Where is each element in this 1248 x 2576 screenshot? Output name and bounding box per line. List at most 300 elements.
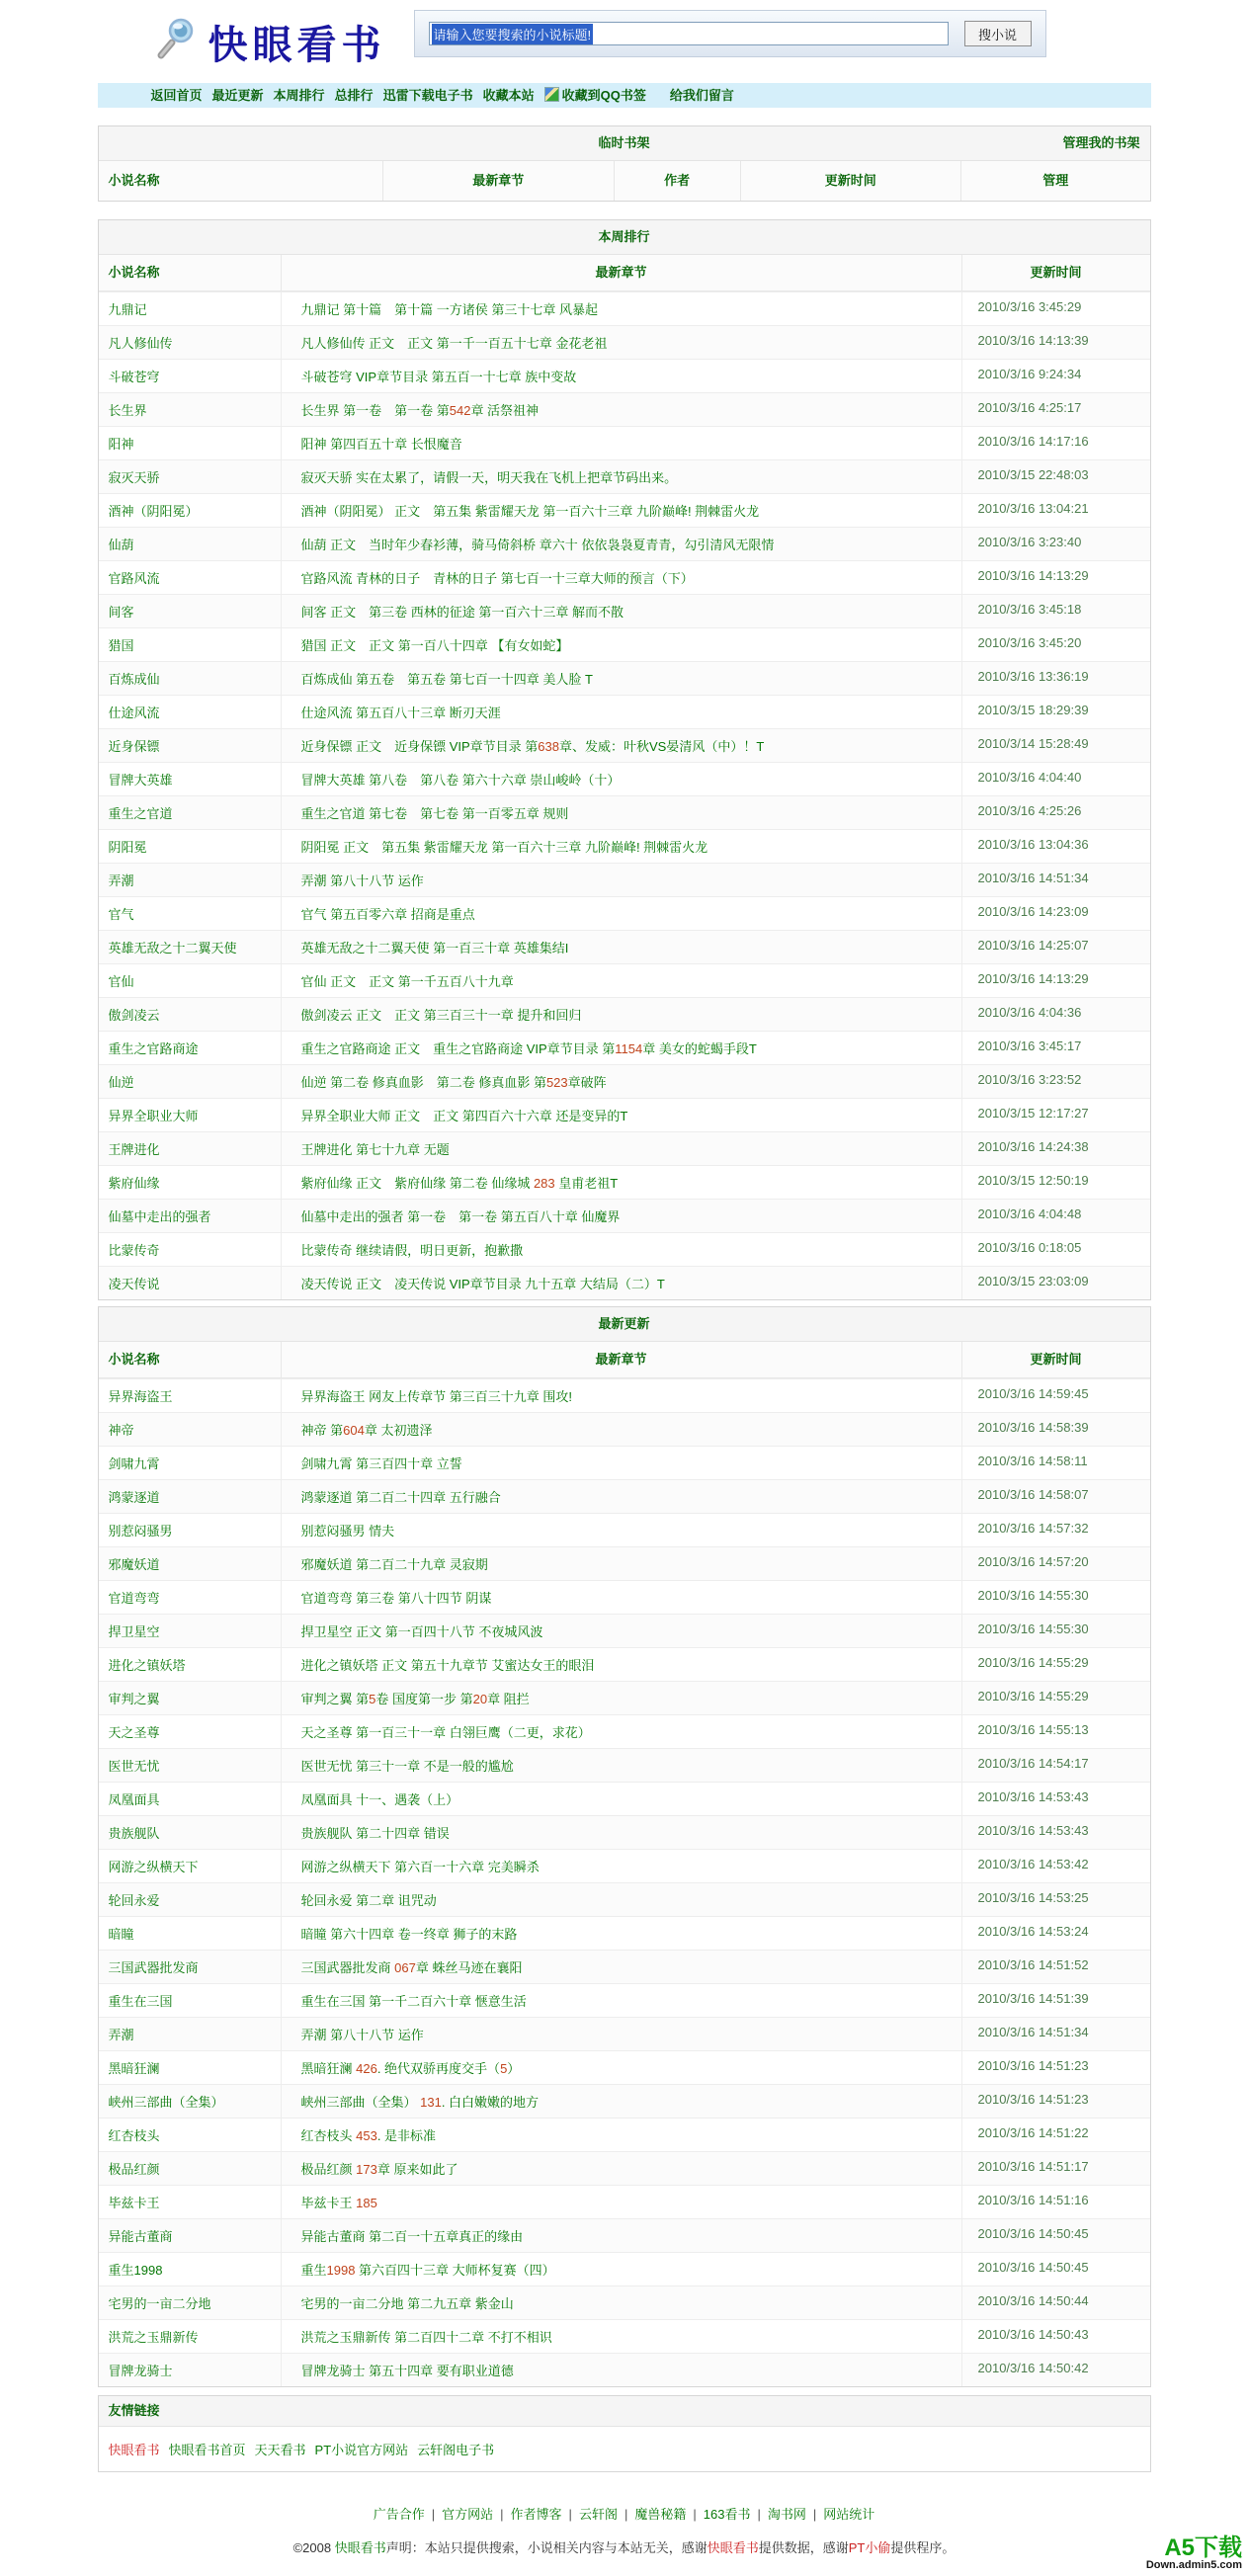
novel-name-link[interactable]: 王牌进化 [108, 1142, 160, 1157]
chapter-link[interactable]: 仙逆 第二卷 修真血影 第二卷 修真血影 第523章破阵 [281, 1065, 962, 1098]
novel-name-link[interactable]: 极品红颜 [108, 2162, 160, 2177]
update-time: 2010/3/16 14:51:52 [977, 1957, 1089, 1972]
update-time: 2010/3/16 3:23:40 [977, 535, 1082, 549]
novel-name-link[interactable]: 进化之镇妖塔 [108, 1658, 186, 1673]
weekly-ranking-title: 本周排行 [598, 229, 650, 244]
update-time: 2010/3/16 14:54:17 [977, 1756, 1089, 1771]
chapter-link[interactable]: 暗瞳 第六十四章 卷一终章 狮子的末路 [281, 1917, 962, 1950]
watermark-logo-text: A5下载 [1164, 2534, 1242, 2562]
table-row [99, 896, 1150, 930]
novel-name-link[interactable]: 官气 [108, 907, 134, 922]
update-time: 2010/3/16 9:24:34 [977, 367, 1082, 381]
chapter-link[interactable]: 医世无忧 第三十一章 不是一般的尴尬 [281, 1749, 962, 1782]
column-header-latest-chapter: 最新章节 [281, 1342, 962, 1377]
update-time: 2010/3/16 14:55:30 [977, 1621, 1089, 1636]
update-time: 2010/3/16 14:53:24 [977, 1924, 1089, 1939]
friend-links-list [99, 2427, 1150, 2471]
bookshelf-title-row [99, 126, 1150, 161]
chapter-link[interactable]: 红杏枝头 453. 是非标准 [281, 2119, 962, 2151]
chapter-link[interactable]: 寂灭天骄 实在太累了，请假一天，明天我在飞机上把章节码出来。 [281, 460, 962, 493]
table-row [99, 1479, 1150, 1513]
footer-link-separator: | [812, 2507, 817, 2522]
novel-name-link[interactable]: 捍卫星空 [108, 1624, 160, 1639]
table-row [99, 1950, 1150, 1983]
table-row [99, 627, 1150, 661]
novel-name-link[interactable]: 仙墓中走出的强者 [108, 1209, 211, 1224]
update-time: 2010/3/16 13:04:21 [977, 501, 1089, 516]
chapter-link[interactable]: 官路风流 青林的日子 青林的日子 第七百一十三章大师的预言（下） [281, 561, 962, 594]
update-time: 2010/3/16 14:53:43 [977, 1789, 1089, 1804]
update-time: 2010/3/16 0:18:05 [977, 1240, 1082, 1255]
chapter-link[interactable]: 异能古董商 第二百一十五章真正的缘由 [281, 2219, 962, 2252]
update-time: 2010/3/16 14:13:29 [977, 971, 1089, 986]
chapter-link[interactable]: 阳神 第四百五十章 长恨魔音 [281, 427, 962, 459]
novel-name-link[interactable]: 重生之官路商途 [108, 1041, 199, 1056]
nav-thunder-download-ebook[interactable]: 迅雷下载电子书 [382, 88, 473, 103]
chapter-link[interactable]: 重生之官道 第七卷 第七卷 第一百零五章 规则 [281, 796, 962, 829]
footer-link-separator: | [568, 2507, 572, 2522]
update-time: 2010/3/15 23:03:09 [977, 1274, 1089, 1288]
novel-name-link[interactable]: 寂灭天骄 [108, 470, 160, 485]
novel-name-link[interactable]: 剑啸九霄 [108, 1456, 160, 1471]
novel-name-link[interactable]: 斗破苍穹 [108, 370, 160, 384]
update-time: 2010/3/16 4:25:17 [977, 400, 1082, 415]
table-row [99, 863, 1150, 896]
table-row [99, 661, 1150, 695]
table-row [99, 1916, 1150, 1950]
novel-name-link[interactable]: 仙逆 [108, 1075, 134, 1090]
update-time: 2010/3/15 12:17:27 [977, 1106, 1089, 1121]
table-row [99, 1714, 1150, 1748]
footer-link-separator: | [757, 2507, 761, 2522]
update-time: 2010/3/16 3:45:17 [977, 1039, 1082, 1053]
table-row [99, 426, 1150, 459]
table-row [99, 1815, 1150, 1849]
chapter-link[interactable]: 凌天传说 正文 凌天传说 VIP章节目录 九十五章 大结局（二）T [281, 1267, 962, 1299]
update-time: 2010/3/16 14:23:09 [977, 904, 1089, 919]
chapter-link[interactable]: 傲剑凌云 正文 正文 第三百三十一章 提升和回归 [281, 998, 962, 1031]
weekly-ranking-section [98, 219, 1151, 1300]
chapter-link[interactable]: 官仙 正文 正文 第一千五百八十九章 [281, 964, 962, 997]
chapter-link[interactable]: 贵族舰队 第二十四章 错误 [281, 1816, 962, 1849]
nav-weekly-ranking[interactable]: 本周排行 [273, 88, 325, 103]
bookshelf-title: 临时书架 [598, 135, 650, 150]
chapter-link[interactable]: 阴阳冕 正文 第五集 紫雷耀天龙 第一百六十三章 九阶巅峰! 荆棘雷火龙 [281, 830, 962, 863]
update-time: 2010/3/16 14:51:17 [977, 2159, 1089, 2174]
novel-name-link[interactable]: 异界海盗王 [108, 1389, 173, 1404]
search-panel [414, 10, 1046, 57]
chapter-link[interactable]: 仙墓中走出的强者 第一卷 第一卷 第五百八十章 仙魔界 [281, 1200, 962, 1232]
chapter-link[interactable]: 重生1998 第六百四十三章 大师杯复赛（四） [281, 2253, 962, 2285]
table-row [99, 1031, 1150, 1064]
column-header-latest-chapter: 最新章节 [382, 161, 614, 201]
novel-name-link[interactable]: 比蒙传奇 [108, 1243, 160, 1258]
chapter-link[interactable]: 轮回永爱 第二章 诅咒动 [281, 1883, 962, 1916]
novel-name-link[interactable]: 审判之翼 [108, 1692, 160, 1706]
update-time: 2010/3/16 14:50:45 [977, 2226, 1089, 2241]
novel-name-link[interactable]: 官仙 [108, 974, 134, 989]
novel-name-link[interactable]: 暗瞳 [108, 1927, 134, 1942]
novel-name-link[interactable]: 凤凰面具 [108, 1792, 160, 1807]
chapter-link[interactable]: 王牌进化 第七十九章 无题 [281, 1132, 962, 1165]
column-header-latest-chapter: 最新章节 [281, 255, 962, 291]
novel-name-link[interactable]: 凌天传说 [108, 1277, 160, 1291]
table-row [99, 829, 1150, 863]
table-row [99, 2218, 1150, 2252]
novel-name-link[interactable]: 九鼎记 [108, 302, 147, 317]
chapter-link[interactable]: 别惹闷骚男 情夫 [281, 1514, 962, 1546]
table-row [99, 1232, 1150, 1266]
table-row [99, 1782, 1150, 1815]
update-time: 2010/3/15 22:48:03 [977, 467, 1089, 482]
novel-name-link[interactable]: 重生1998 [108, 2263, 163, 2278]
chapter-link[interactable]: 弄潮 第八十八节 运作 [281, 2018, 962, 2050]
chapter-link[interactable]: 紫府仙缘 正文 紫府仙缘 第二卷 仙缘城 283 皇甫老祖T [281, 1166, 962, 1199]
column-header-author: 作者 [614, 161, 740, 201]
copyright [98, 2537, 1151, 2556]
novel-name-link[interactable]: 毕兹卡王 [108, 2196, 160, 2210]
chapter-link[interactable]: 九鼎记 第十篇 第十篇 一方诸侯 第三十七章 风暴起 [281, 292, 962, 325]
update-time: 2010/3/16 14:51:34 [977, 871, 1089, 885]
update-time: 2010/3/16 14:25:07 [977, 938, 1089, 953]
novel-name-link[interactable]: 酒神（阴阳冕） [108, 504, 199, 519]
friend-link[interactable]: 快眼看书首页 [168, 2443, 246, 2457]
novel-name-link[interactable]: 百炼成仙 [108, 672, 160, 687]
chapter-link[interactable]: 斗破苍穹 VIP章节目录 第五百一十七章 族中变故 [281, 360, 962, 392]
novel-name-link[interactable]: 近身保镖 [108, 739, 160, 754]
site-logo[interactable] [153, 14, 386, 70]
novel-name-link[interactable]: 宅男的一亩二分地 [108, 2296, 211, 2311]
table-row [99, 695, 1150, 728]
update-time: 2010/3/16 3:45:29 [977, 299, 1082, 314]
novel-name-link[interactable]: 贵族舰队 [108, 1826, 160, 1841]
table-row [99, 2285, 1150, 2319]
update-time: 2010/3/16 14:55:30 [977, 1588, 1089, 1603]
footer-link[interactable]: 163看书 [703, 2507, 751, 2522]
table-row [99, 2151, 1150, 2185]
chapter-link[interactable]: 近身保镖 正文 近身保镖 VIP章节目录 第638章、发威：叶秋VS晏清风（中）！T [281, 729, 962, 762]
update-time: 2010/3/16 14:58:11 [977, 1454, 1088, 1468]
table-row [99, 1647, 1150, 1681]
update-time: 2010/3/16 14:13:29 [977, 568, 1089, 583]
table-row [99, 560, 1150, 594]
latest-rows [99, 1378, 1150, 2386]
weekly-header-row [99, 255, 1150, 291]
chapter-link[interactable]: 异界海盗王 网友上传章节 第三百三十九章 围攻! [281, 1379, 962, 1412]
table-row [99, 1546, 1150, 1580]
novel-name-link[interactable]: 官道弯弯 [108, 1591, 160, 1606]
novel-name-link[interactable]: 轮回永爱 [108, 1893, 160, 1908]
table-row [99, 1266, 1150, 1299]
novel-name-link[interactable]: 重生在三国 [108, 1994, 173, 2009]
content-column [98, 0, 1151, 2556]
novel-name-link[interactable]: 峡州三部曲（全集） [108, 2095, 224, 2110]
latest-updates-title-row [99, 1307, 1150, 1342]
chapter-link[interactable]: 比蒙传奇 继续请假，明日更新，抱歉撒 [281, 1233, 962, 1266]
weekly-rows [99, 291, 1150, 1299]
chapter-link[interactable]: 三国武器批发商 067章 蛛丝马迹在襄阳 [281, 1951, 962, 1983]
chapter-link[interactable]: 网游之纵横天下 第六百一十六章 完美瞬杀 [281, 1850, 962, 1882]
copyright-text-segment: 提供程序。 [890, 2540, 956, 2555]
novel-name-link[interactable]: 弄潮 [108, 873, 134, 888]
a5-watermark [1146, 2535, 1242, 2572]
chapter-link[interactable]: 凡人修仙传 正文 正文 第一千一百五十七章 金花老祖 [281, 326, 962, 359]
qq-bookmark-icon [544, 87, 559, 102]
chapter-link[interactable]: 英雄无敌之十二翼天使 第一百三十章 英雄集结I [281, 931, 962, 963]
update-time: 2010/3/16 14:59:45 [977, 1386, 1089, 1401]
chapter-link[interactable]: 仕途风流 第五百八十三章 断刃天涯 [281, 696, 962, 728]
novel-name-link[interactable]: 鸿蒙逐道 [108, 1490, 160, 1505]
chapter-link[interactable]: 毕兹卡王 185 [281, 2186, 962, 2218]
table-row [99, 1580, 1150, 1614]
table-row [99, 930, 1150, 963]
chapter-link[interactable]: 重生在三国 第一千二百六十章 惬意生活 [281, 1984, 962, 2017]
chapter-link[interactable]: 天之圣尊 第一百三十一章 白翎巨鹰（二更，求花） [281, 1715, 962, 1748]
table-row [99, 1446, 1150, 1479]
chapter-link[interactable]: 冒牌龙骑士 第五十四章 要有职业道德 [281, 2354, 962, 2386]
friend-link[interactable]: 快眼看书 [108, 2443, 160, 2457]
table-row [99, 594, 1150, 627]
column-header-novel-name: 小说名称 [108, 1352, 160, 1367]
table-row [99, 963, 1150, 997]
chapter-link[interactable]: 洪荒之玉鼎新传 第二百四十二章 不打不相识 [281, 2320, 962, 2353]
chapter-link[interactable]: 宅男的一亩二分地 第二九五章 紫金山 [281, 2286, 962, 2319]
update-time: 2010/3/16 14:17:16 [977, 434, 1089, 449]
novel-name-link[interactable]: 弄潮 [108, 2028, 134, 2042]
table-row [99, 1131, 1150, 1165]
update-time: 2010/3/16 14:51:39 [977, 1991, 1089, 2006]
nav-feedback[interactable]: 给我们留言 [669, 88, 734, 103]
main-nav [98, 83, 1151, 108]
update-time: 2010/3/15 12:50:19 [977, 1173, 1089, 1188]
table-row [99, 795, 1150, 829]
footer-link[interactable]: 作者博客 [510, 2507, 562, 2522]
table-row [99, 1098, 1150, 1131]
footer-links [98, 2504, 1151, 2523]
update-time: 2010/3/16 3:23:52 [977, 1072, 1082, 1087]
novel-name-link[interactable]: 邪魔妖道 [108, 1557, 160, 1572]
table-row [99, 2185, 1150, 2218]
chapter-link[interactable]: 邪魔妖道 第二百二十九章 灵寂期 [281, 1547, 962, 1580]
novel-name-link[interactable]: 紫府仙缘 [108, 1176, 160, 1191]
table-row [99, 1882, 1150, 1916]
table-row [99, 1849, 1150, 1882]
novel-name-link[interactable]: 黑暗狂澜 [108, 2061, 160, 2076]
novel-name-link[interactable]: 异能古董商 [108, 2229, 173, 2244]
novel-name-link[interactable]: 网游之纵横天下 [108, 1860, 199, 1874]
update-time: 2010/3/16 14:24:38 [977, 1139, 1089, 1154]
update-time: 2010/3/16 14:55:29 [977, 1689, 1089, 1703]
chapter-link[interactable]: 捍卫星空 正文 第一百四十八节 不夜城风波 [281, 1615, 962, 1647]
friend-links-title: 友情链接 [99, 2396, 1150, 2427]
footer-link[interactable]: 云轩阁 [578, 2507, 618, 2522]
update-time: 2010/3/16 3:45:20 [977, 635, 1082, 650]
chapter-link[interactable]: 弄潮 第八十八节 运作 [281, 864, 962, 896]
novel-name-link[interactable]: 阴阳冕 [108, 840, 147, 855]
update-time: 2010/3/16 4:04:36 [977, 1005, 1082, 1020]
novel-name-link[interactable]: 天之圣尊 [108, 1725, 160, 1740]
chapter-link[interactable]: 长生界 第一卷 第一卷 第542章 活祭祖神 [281, 393, 962, 426]
nav-qq-bookmark[interactable]: 收藏到QQ书签 [544, 88, 646, 103]
table-row [99, 2118, 1150, 2151]
table-row [99, 459, 1150, 493]
chapter-link[interactable]: 猎国 正文 正文 第一百八十四章 【有女如蛇】 [281, 628, 962, 661]
chapter-link[interactable]: 凤凰面具 十一、遇袭（上） [281, 1783, 962, 1815]
footer-link[interactable]: 网站统计 [823, 2507, 875, 2522]
chapter-link[interactable]: 百炼成仙 第五卷 第五卷 第七百一十四章 美人脸 T [281, 662, 962, 695]
latest-updates-section [98, 1306, 1151, 2387]
update-time: 2010/3/16 14:51:34 [977, 2025, 1089, 2039]
footer-link[interactable]: 淘书网 [767, 2507, 806, 2522]
search-button[interactable]: 搜小说 [964, 21, 1032, 46]
update-time: 2010/3/14 15:28:49 [977, 736, 1089, 751]
update-time: 2010/3/16 13:36:19 [977, 669, 1089, 684]
site-title: 快眼看书 [208, 23, 386, 67]
chapter-link[interactable]: 官道弯弯 第三卷 第八十四节 阴谋 [281, 1581, 962, 1614]
novel-name-link[interactable]: 凡人修仙传 [108, 336, 173, 351]
novel-name-link[interactable]: 官路风流 [108, 571, 160, 586]
column-header-update-time: 更新时间 [740, 161, 960, 201]
site-header [98, 0, 1151, 83]
chapter-link[interactable]: 极品红颜 173章 原来如此了 [281, 2152, 962, 2185]
chapter-link[interactable]: 仙葫 正文 当时年少春衫薄，骑马倚斜桥 章六十 依依袅袅夏青青，勾引清风无限情 [281, 528, 962, 560]
column-header-update-time: 更新时间 [1030, 265, 1082, 280]
chapter-link[interactable]: 酒神（阴阳冕） 正文 第五集 紫雷耀天龙 第一百六十三章 九阶巅峰! 荆棘雷火龙 [281, 494, 962, 527]
column-header-novel-name: 小说名称 [108, 265, 160, 280]
chapter-link[interactable]: 进化之镇妖塔 正文 第五十九章节 艾蜜达女王的眼泪 [281, 1648, 962, 1681]
novel-name-link[interactable]: 傲剑凌云 [108, 1008, 160, 1023]
column-header-manage: 管理 [960, 161, 1150, 201]
table-row [99, 997, 1150, 1031]
novel-name-link[interactable]: 洪荒之玉鼎新传 [108, 2330, 199, 2345]
table-row [99, 1165, 1150, 1199]
footer-link-separator: | [431, 2507, 436, 2522]
chapter-link[interactable]: 异界全职业大师 正文 正文 第四百六十六章 还是变异的T [281, 1099, 962, 1131]
nav-latest-updates[interactable]: 最近更新 [211, 88, 264, 103]
novel-name-link[interactable]: 冒牌大英雄 [108, 773, 173, 788]
novel-name-link[interactable]: 别惹闷骚男 [108, 1524, 173, 1538]
chapter-link[interactable]: 黑暗狂澜 426. 绝代双骄再度交手（5） [281, 2051, 962, 2084]
watermark-url-text: Down.admin5.com [1145, 2559, 1242, 2572]
copyright-text-segment: 提供数据，感谢 [758, 2540, 849, 2555]
copyright-text-segment: 快眼看书 [707, 2540, 759, 2555]
footer-link-separator: | [500, 2507, 504, 2522]
novel-name-link[interactable]: 长生界 [108, 403, 147, 418]
table-row [99, 762, 1150, 795]
chapter-link[interactable]: 间客 正文 第三卷 西林的征途 第一百六十三章 解而不散 [281, 595, 962, 627]
chapter-link[interactable]: 冒牌大英雄 第八卷 第八卷 第六十六章 崇山峻岭（十） [281, 763, 962, 795]
novel-name-link[interactable]: 间客 [108, 605, 134, 620]
table-row [99, 728, 1150, 762]
chapter-link[interactable]: 重生之官路商途 正文 重生之官路商途 VIP章节目录 第1154章 美女的蛇蝎手段T [281, 1032, 962, 1064]
update-time: 2010/3/16 14:53:25 [977, 1890, 1089, 1905]
weekly-ranking-title-row [99, 220, 1150, 255]
copyright-text-segment: PT小偷 [848, 2540, 891, 2555]
table-row [99, 527, 1150, 560]
update-time: 2010/3/16 14:50:44 [977, 2293, 1089, 2308]
table-row [99, 493, 1150, 527]
copyright-text-segment: ©2008 [292, 2540, 335, 2555]
novel-name-link[interactable]: 医世无忧 [108, 1759, 160, 1774]
novel-name-link[interactable]: 猎国 [108, 638, 134, 653]
table-row [99, 1614, 1150, 1647]
novel-name-link[interactable]: 红杏枝头 [108, 2128, 160, 2143]
table-row [99, 291, 1150, 325]
footer-link[interactable]: 广告合作 [373, 2507, 425, 2522]
bookshelf-header-row [99, 161, 1150, 201]
update-time: 2010/3/16 4:04:40 [977, 770, 1082, 785]
footer-link[interactable]: 魔兽秘籍 [634, 2507, 687, 2522]
table-row [99, 2319, 1150, 2353]
bookshelf-section [98, 125, 1151, 202]
copyright-text-segment: 快眼看书 [334, 2540, 386, 2555]
nav-home[interactable]: 返回首页 [150, 88, 203, 103]
chapter-link[interactable]: 剑啸九霄 第三百四十章 立誓 [281, 1447, 962, 1479]
table-row [99, 2084, 1150, 2118]
chapter-link[interactable]: 官气 第五百零六章 招商是重点 [281, 897, 962, 930]
friend-links-section [98, 2395, 1151, 2472]
novel-name-link[interactable]: 重生之官道 [108, 806, 173, 821]
column-header-novel-name: 小说名称 [108, 173, 160, 188]
update-time: 2010/3/16 14:13:39 [977, 333, 1089, 348]
novel-name-link[interactable]: 阳神 [108, 437, 134, 452]
novel-name-link[interactable]: 三国武器批发商 [108, 1960, 199, 1975]
table-row [99, 1412, 1150, 1446]
table-row [99, 2252, 1150, 2285]
update-time: 2010/3/16 14:57:32 [977, 1521, 1089, 1536]
chapter-link[interactable]: 鸿蒙逐道 第二百二十四章 五行融合 [281, 1480, 962, 1513]
footer-link[interactable]: 官方网站 [442, 2507, 494, 2522]
update-time: 2010/3/16 14:58:07 [977, 1487, 1089, 1502]
table-row [99, 392, 1150, 426]
novel-name-link[interactable]: 神帝 [108, 1423, 134, 1438]
friend-link[interactable]: 云轩阁电子书 [417, 2443, 495, 2457]
novel-name-link[interactable]: 仕途风流 [108, 706, 160, 720]
column-header-update-time: 更新时间 [1030, 1352, 1082, 1367]
nav-total-ranking[interactable]: 总排行 [334, 88, 374, 103]
update-time: 2010/3/16 14:50:45 [977, 2260, 1089, 2275]
update-time: 2010/3/16 14:57:20 [977, 1554, 1089, 1569]
latest-updates-title: 最新更新 [598, 1316, 650, 1331]
table-row [99, 1199, 1150, 1232]
update-time: 2010/3/16 4:25:26 [977, 803, 1082, 818]
update-time: 2010/3/16 14:55:29 [977, 1655, 1089, 1670]
update-time: 2010/3/16 14:53:43 [977, 1823, 1089, 1838]
update-time: 2010/3/16 14:55:13 [977, 1722, 1089, 1737]
chapter-link[interactable]: 峡州三部曲（全集） 131. 白白嫩嫩的地方 [281, 2085, 962, 2118]
manage-bookshelf-link[interactable]: 管理我的书架 [1062, 135, 1140, 150]
update-time: 2010/3/16 14:51:16 [977, 2193, 1089, 2207]
update-time: 2010/3/16 14:53:42 [977, 1857, 1089, 1871]
nav-favorite-site[interactable]: 收藏本站 [482, 88, 535, 103]
update-time: 2010/3/16 13:04:36 [977, 837, 1089, 852]
footer-link-separator: | [693, 2507, 697, 2522]
novel-name-link[interactable]: 英雄无敌之十二翼天使 [108, 941, 237, 956]
friend-link[interactable]: PT小说官方网站 [314, 2443, 409, 2457]
update-time: 2010/3/16 14:50:43 [977, 2327, 1089, 2342]
chapter-link[interactable]: 神帝 第604章 太初遗泽 [281, 1413, 962, 1446]
search-input-selected-text: 请输入您要搜索的小说标题! [432, 24, 594, 44]
update-time: 2010/3/16 14:51:23 [977, 2058, 1089, 2073]
chapter-link[interactable]: 审判之翼 第5卷 国度第一步 第20章 阻拦 [281, 1682, 962, 1714]
update-time: 2010/3/16 3:45:18 [977, 602, 1082, 617]
friend-link[interactable]: 天天看书 [254, 2443, 306, 2457]
novel-name-link[interactable]: 仙葫 [108, 538, 134, 552]
search-input[interactable] [429, 22, 949, 45]
novel-name-link[interactable]: 异界全职业大师 [108, 1109, 199, 1123]
novel-name-link[interactable]: 冒牌龙骑士 [108, 2364, 173, 2378]
table-row [99, 1378, 1150, 1412]
